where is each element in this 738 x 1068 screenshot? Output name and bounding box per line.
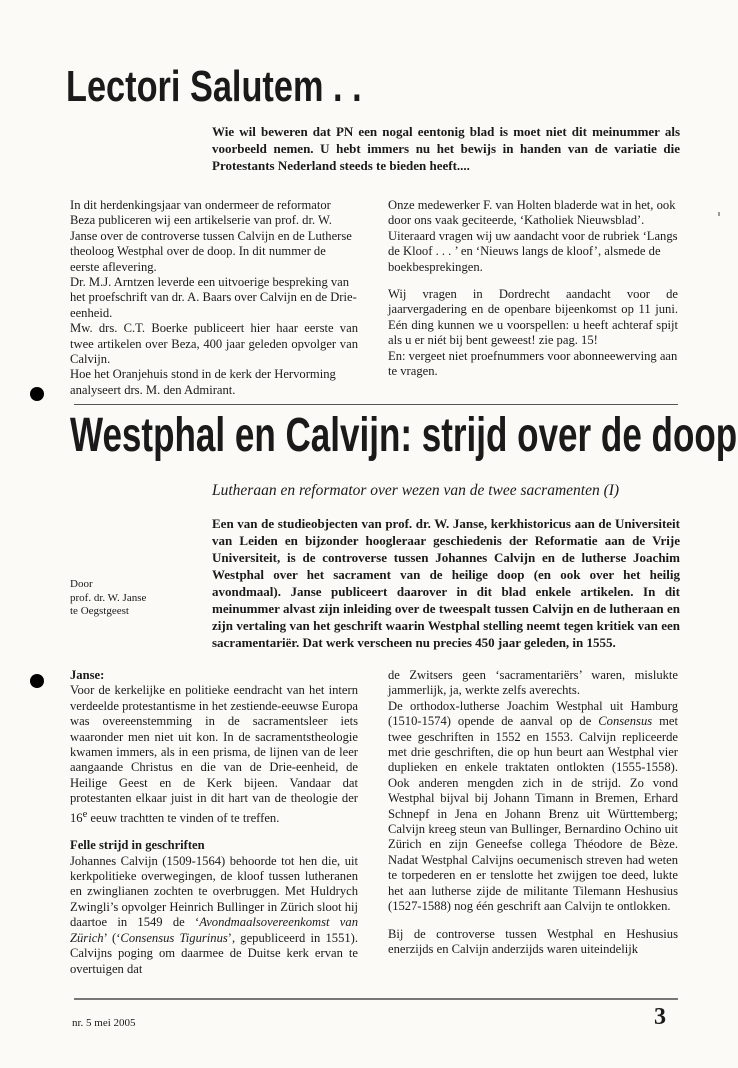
- punch-hole-mark: [30, 387, 44, 401]
- text-run: ’, gepubliceerd in 1551). Calvijns poging om daarmee de Duitse kerk ervan te overtuigen dat: [70, 930, 359, 976]
- issue-label: nr. 5 mei 2005: [72, 1017, 136, 1029]
- byline: [70, 578, 146, 619]
- superscript: e: [82, 808, 88, 820]
- editorial-paragraph: Uiteraard vragen wij uw aandacht voor de rubriek ‘Langs de Kloof . . . ’ en ‘Nieuws langs de kloof’, alsmede de boekbesprekingen.: [388, 228, 678, 274]
- italic-title: Consensus Tigurinus: [120, 930, 228, 945]
- footer-divider: [74, 998, 678, 1000]
- editorial-paragraph: Mw. drs. C.T. Boerke publiceert hier haar eerste van twee artikelen over Beza, 400 jaar geleden opvolger van Calvijn.: [70, 321, 358, 367]
- editorial-paragraph: Wij vragen in Dordrecht aandacht voor de jaarvergadering en de openbare bijeenkomst op 11 juni. Eén ding kunnen we u voorspellen: u heeft achteraf spijt als u er niét bij bent geweest! zie pag. 15!: [388, 287, 678, 348]
- editorial-paragraph: En: vergeet niet proefnummers voor abonneewerving aan te vragen.: [388, 348, 678, 379]
- scan-speck: [718, 212, 720, 216]
- byline-line: Door: [70, 578, 93, 590]
- article-paragraph: de Zwitsers geen ‘sacramentariërs’ waren, mislukte jammerlijk, ja, werkte zelfs averechts.: [388, 668, 678, 698]
- section-divider: [74, 404, 678, 405]
- editorial-paragraph: Hoe het Oranjehuis stond in de kerk der Hervorming analyseert drs. M. den Admirant.: [70, 367, 336, 397]
- byline-author: prof. dr. W. Janse: [70, 591, 147, 604]
- article-paragraph: Bij de controverse tussen Westphal en Heshusius enerzijds en Calvijn anderzijds waren uiteindelijk: [388, 926, 678, 956]
- editorial-paragraph: In dit herdenkingsjaar van ondermeer de reformator Beza publiceren wij een artikelserie van prof. dr. W. Janse over de controverse tussen Calvijn en de Lutherse theoloog Westphal over de doop. In dit nummer de eerste aflevering.: [70, 198, 352, 274]
- article-paragraph: [70, 683, 358, 826]
- text-run: Voor de kerkelijke en politieke eendracht van het intern verdeelde protestantisme in het zestiende-eeuwse Europa was overeenstemming in de sacramentsleer iets waaronder men niet uit kon. In de sacramentstheologie kwamen immers, als in een prisma, de lijnen van de leer aangaande Christus en die van de Drie-eenheid, de Heilige Geest en de Kerk bijeen. Vandaar dat protestanten elkaar juist in dit hart van de theologie der 16: [70, 683, 358, 825]
- text-run: De orthodox-lutherse Joachim Westphal uit Hamburg (1510-1574) opende de aanval op de: [388, 698, 678, 729]
- text-run: ’ (‘: [103, 930, 121, 945]
- editorial-paragraph: Onze medewerker F. van Holten bladerde wat in het, ook door ons vaak geciteerde, ‘Katholiek Nieuwsblad’.: [388, 198, 676, 228]
- text-run: eeuw trachtten te vinden of te treffen.: [87, 810, 280, 825]
- page-number: 3: [654, 1004, 666, 1030]
- italic-title: Avondmaalsovereenkomst van Zürich: [70, 915, 358, 945]
- page-title: Lectori Salutem . .: [66, 62, 362, 111]
- article-right-column: [388, 668, 678, 957]
- article-title: Westphal en Calvijn: strijd over de doop: [70, 409, 738, 462]
- article-paragraph: [70, 854, 358, 977]
- italic-title: Consensus: [598, 714, 653, 729]
- editorial-left-column: [70, 198, 358, 398]
- editorial-right-column: [388, 198, 678, 379]
- paragraph-gap: [388, 915, 678, 927]
- section-heading: Janse:: [70, 668, 105, 682]
- byline-location: te Oegstgeest: [70, 605, 129, 617]
- article-paragraph: [388, 699, 678, 915]
- editorial-paragraph: Dr. M.J. Arntzen leverde een uitvoerige bespreking van het proefschrift van dr. A. Baars over Calvijn en de Drie-eenheid.: [70, 275, 357, 320]
- article-left-column: [70, 668, 358, 977]
- section-heading: Felle strijd in geschriften: [70, 838, 205, 853]
- editorial-intro: Wie wil beweren dat PN een nogal eentonig blad is moet niet dit meinummer als voorbeeld nemen. U hebt immers nu het bewijs in handen van de variatie die Protestants Nederland steeds te bieden heeft....: [212, 124, 680, 173]
- article-lead: Een van de studieobjecten van prof. dr. W. Janse, kerkhistoricus aan de Universiteit van Leiden en bijzonder hoogleraar geschiedenis der Reformatie aan de Vrije Universiteit, is de controverse tussen Johannes Calvijn en de lutherse Joachim Westphal over het sacrament van de heilige doop (en ook over het heilig avondmaal). Janse publiceert daarover in dit blad enkele artikelen. In dit meinummer alvast zijn inleiding over de tweespalt tussen Calvijn en de lutheraan en zijn vertaling van het geschrift waarin Westphal stelling neemt tegen kritiek van een sacramentariër. Dat werk verscheen nu precies 450 jaar geleden, in 1555.: [212, 516, 680, 650]
- punch-hole-mark: [30, 674, 44, 688]
- text-run: met twee geschriften in 1552 en 1553. Calvijn repliceerde met drie geschriften, die op hun beurt aan Westphal vier duplieken en enkele traktaten ontlokten (1555-1558). Ook anderen mengden zich in de strijd. Zo vond Westphal bijval bij Johann Timann in Bremen, Erhard Schnepf in Jena en Johann Brenz uit Württemberg; Calvijn kreeg steun van Bullinger, Bernardino Ochino uit Zürich en zijn Geneefse collega Théodore de Bèze. Nadat Westphal Calvijns oecumenisch streven had weten te torpederen en er tenslotte het zwijgen toe deed, lukte het aan lutherse zijde de militante Tilemann Heshusius (1527-1588) nog één geschrift aan Calvijn te ontlokken.: [388, 714, 678, 914]
- paragraph-gap: [388, 275, 678, 287]
- text-run: Johannes Calvijn (1509-1564) behoorde tot hen die, uit kerkpolitieke overwegingen, de kloof tussen lutheranen en zwinglianen zochten te overbruggen. Met Huldrych Zwingli’s opvolger Heinrich Bullinger in Zürich sloot hij daartoe in 1549 de ‘: [70, 853, 358, 930]
- paragraph-gap: [70, 826, 358, 838]
- article-subtitle: Lutheraan en reformator over wezen van de twee sacramenten (I): [212, 482, 620, 499]
